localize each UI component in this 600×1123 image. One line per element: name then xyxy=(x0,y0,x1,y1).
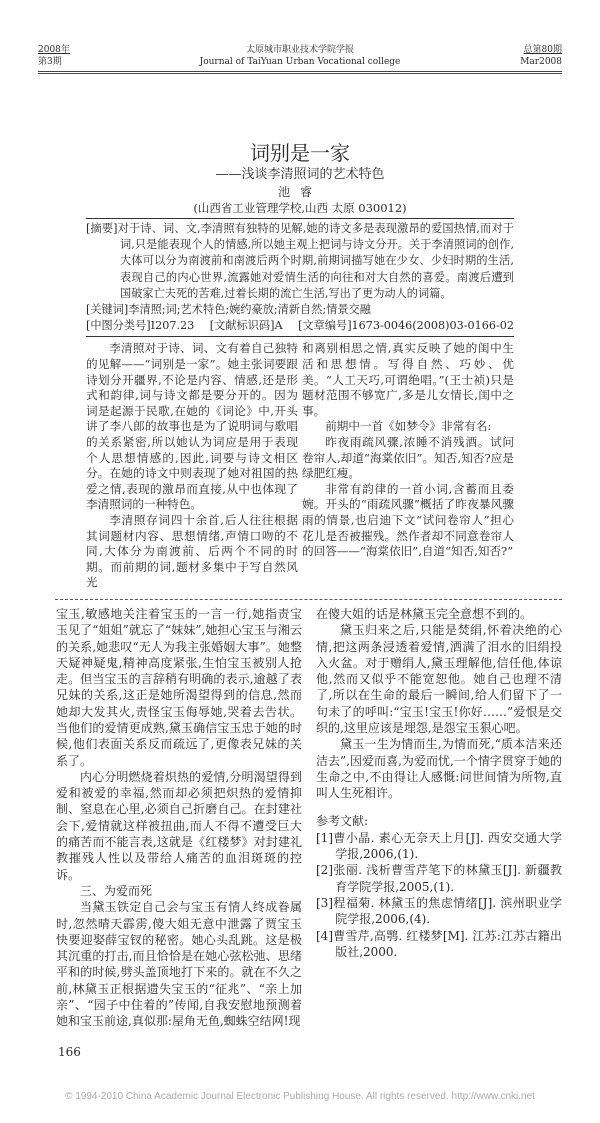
poem: 昨夜雨疏风骤,浓睡不消残酒。试问卷帘人,却道“海棠依旧”。知否,知否?应是绿肥红瘦。 xyxy=(302,434,514,481)
paragraph: 前期中一首《如梦令》非常有名: xyxy=(325,419,492,434)
classification-row xyxy=(86,318,514,334)
paragraph: 在傻大姐的话是林黛玉完全意想不到的。 xyxy=(316,606,533,621)
running-header xyxy=(38,44,562,68)
header-issue xyxy=(38,44,128,68)
article-title: 词别是一家 xyxy=(250,141,350,165)
clc-number: [中图分类号]I207.23 xyxy=(86,319,195,333)
paragraph: 李清照存词四十余首,后人往往根据其词题材内容、思想情绪,声情口吻的不同,大体分为南渡前、后两个不同的时期。而前期的词,题材多集中于写自然风光 xyxy=(86,512,298,590)
keywords: [关键词]李清照;词;艺术特色;婉约豪放;清新自然;情景交融 xyxy=(86,303,371,317)
lower-left-column xyxy=(56,606,302,1030)
paragraph: 黛玉归来之后,只能是焚绢,怀着决绝的心情,把这两条浸透着爱情,洒满了泪水的旧绢投入火盆。对于赠绢人,黛玉理解他,信任他,体谅他,然而又似乎不能宽恕他。她自己也理不清了,所以在生命的最后一瞬间,给人们留下了一句未了的呼叫:“宝玉!宝玉!你好……”爱恨是交织的,这里应该是埋怨,是怨宝玉狠心吧。 xyxy=(316,623,562,735)
article-number: [文章编号]1673-0046(2008)03-0166-02 xyxy=(298,319,514,333)
paragraph: 内心分明燃烧着炽热的爱情,分明渴望得到爱和被爱的幸福,然而却必须把炽热的爱情抑制、窒息在心里,必须自己折磨自己。在封建社会下,爱情就这样被扭曲,而人不得不遭受巨大的痛苦而不能言表,这就是《红楼梦》对封建礼教摧残人性以及带给人痛苦的血泪斑斑的控诉。 xyxy=(56,769,302,882)
page-number: 166 xyxy=(58,1044,81,1059)
article-subtitle: ——浅谈李清照词的艺术特色 xyxy=(215,167,385,182)
paragraph: 和离别相思之情,真实反映了她的闺中生活和思想情。写得自然、巧妙、优美。“人工天巧,可谓绝唱。”(王士祯)只是题材范围不够宽广,多是儿女情长,闺中之事。 xyxy=(302,341,514,418)
front-matter xyxy=(86,218,514,337)
upper-left-column xyxy=(86,341,298,591)
journal-name-cn: 太原城市职业技术学院学报 xyxy=(245,45,354,55)
header-year: 2008年 xyxy=(38,45,70,55)
reference-item: [3]程福菊. 林黛玉的焦虑情绪[J]. 滨州职业学院学报,2006,(4). xyxy=(316,895,562,927)
dashed-divider xyxy=(55,599,562,600)
header-total xyxy=(472,44,562,68)
references-title: 参考文献: xyxy=(316,814,369,829)
reference-item: [2]张丽. 浅析曹雪芹笔下的林黛玉[J]. 新疆教育学院学报,2005,(1). xyxy=(316,863,562,894)
lower-columns xyxy=(56,606,562,1030)
header-journal xyxy=(128,44,472,68)
upper-right-column xyxy=(302,341,514,559)
section-heading: 三、为爱而死 xyxy=(80,883,153,898)
document-code: [文献标识码]A xyxy=(209,319,283,333)
paragraph: 宝玉,敏感地关注着宝玉的一言一行,她指责宝玉见了“姐姐”就忘了“妹妹”,她担心宝玉与湘云的关系,她悲叹“无人为我主张婚姻大事”。她整天疑神疑鬼,精神高度紧张,生怕宝玉被别人抢走。但当宝玉的言辞稍有明确的表示,逾越了表兄妹的关系,这正是她所渴望得到的信息,然而她却大发其火,责怪宝玉侮辱她,哭着去告状。当他们的爱情更成熟,黛玉确信宝玉忠于她的时候,他们表面关系反而疏远了,更像表兄妹的关系了。 xyxy=(56,606,302,768)
copyright-footer: © 1994-2010 China Academic Journal Electronic Publishing House. All rights reserved. http://www.cnki.net xyxy=(65,1090,535,1102)
journal-name-en: Journal of TaiYuan Urban Vocational college xyxy=(199,57,401,67)
paragraph: 黛玉一生为情而生,为情而死,“质本洁来还洁去”,因爱而喜,为爱而忧,一个情字贯穿于她的生命之中,不由得让人感慨:问世间情为所物,直叫人生死相许。 xyxy=(316,737,562,801)
header-rule xyxy=(38,71,562,74)
paragraph: 李清照对于诗、词、文有着自己独特的见解——“词别是一家”。她主张词要跟诗划分开疆界,不论是内容、情感,还是形式和韵律,词与诗文都是要分开的。因为词是起源于民歌,在她的《词论》中,开头讲了李八郎的故事也是为了说明词与歌唱的关系紧密,所以她认为词应是用于表现个人思想情感的,因此,词要与诗文相区分。在她的诗文中则表现了她对祖国的热爱之情,表现的激昂而直接,从中也体现了李清照词的一种特色。 xyxy=(86,341,298,512)
reference-item: [1]曹小晶. 素心无奈天上月[J]. 西安交通大学学报,2006,(1). xyxy=(316,830,562,862)
upper-columns xyxy=(86,341,514,591)
paragraph: 非常有韵律的一首小词,含蓄而且委婉。开头的“雨疏风骤”概括了昨夜暴风骤雨的情景,也启迪下文“试问卷帘人”担心花儿是否被摧残。然作者却不同意卷帘人的回答——“海棠依旧”,自道“知否,知否?” xyxy=(302,481,514,559)
header-date: Mar2008 xyxy=(520,57,562,67)
abstract: [摘要]对于诗、词、文,李清照有独特的见解,她的诗文多是表现激昂的爱国热情,而对于词,只是能表现个人的情感,所以她主观上把词与诗文分开。关于李清照词的创作,大体可以分为南渡前和南渡后两个时期,前期词描写她在少女、少妇时期的生活,表现自己的内心世界,流露她对爱情生活的向往和对大自然的喜爱。南渡后遭到国破家亡夫死的苦难,过着长期的流亡生活,写出了更为动人的词篇。 xyxy=(86,222,514,300)
divider xyxy=(86,218,514,219)
header-issue-number: 第3期 xyxy=(38,57,62,67)
lower-right-column xyxy=(316,606,562,960)
author-affiliation: (山西省工业管理学校,山西 太原 030012) xyxy=(193,201,407,215)
total-issue: 总第80期 xyxy=(523,45,562,55)
article-author: 池睿 xyxy=(277,185,322,199)
divider xyxy=(86,336,514,337)
paragraph: 当黛玉铁定自己会与宝玉有情人终成眷属时,忽然晴天霹雳,傻大姐无意中泄露了贾宝玉快要迎娶薛宝钗的秘密。她心头乱跳。这是极其沉重的打击,而且恰恰是在她心弦松弛、思绪平和的时候,劈头盖顶地打下来的。就在不久之前,林黛玉正根据遗失宝玉的“征兆”、“亲上加亲”、“园子中住着的”传闻,自我安慰地预测着她和宝玉前途,真似那:屋角无鱼,蜘蛛空结网!现 xyxy=(56,900,302,1029)
reference-item: [4]曹雪芹,高鹗. 红楼梦[M]. 江苏:江苏古籍出版社,2000. xyxy=(316,928,562,959)
